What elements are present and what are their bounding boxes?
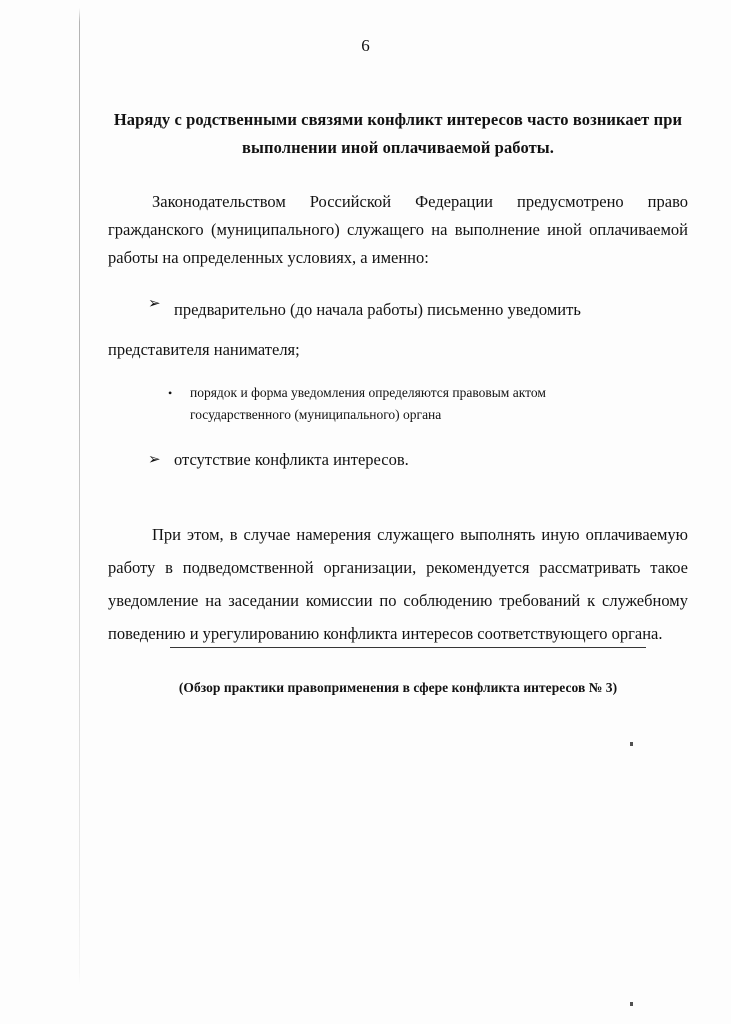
list-item-arrow-1 [108,290,688,370]
list-item-arrow-1-head: предварительно (до начала работы) письменно уведомить [174,300,581,319]
list-item-arrow-2 [108,446,688,474]
list-item-dot-1-head: порядок и форма уведомления определяются правовым актом [190,385,546,400]
list-item-arrow-1-text [108,290,688,370]
spacer [108,370,688,382]
page-number: 6 [361,36,370,55]
source-citation: (Обзор практики правоприменения в сфере конфликта интересов № 3) [178,680,618,695]
scanner-artifact-line [79,8,80,985]
section-heading-line-2: при выполнении иной оплачиваемой работы. [242,110,683,157]
arrow-bullet-icon: ➢ [148,452,161,468]
scan-speck-artifact [630,742,633,746]
spacer [108,650,688,678]
list-item-arrow-1-runover: представителя нанимателя; [108,340,300,359]
horizontal-divider [170,647,646,648]
list-item-arrow-2-text: отсутствие конфликта интересов. [174,450,409,469]
spacer [108,272,688,290]
spacer [108,426,688,446]
arrow-bullet-icon: ➢ [148,296,161,312]
page-content [108,106,688,698]
closing-paragraph: При этом, в случае намерения служащего выполнять иную оплачиваемую работу в подведомственной организации, рекомендуется рассматривать такое уведомление на заседании комиссии по соблюдению требований к служебному поведению и урегулированию конфликта интересов соответствующего органа. [108,525,688,643]
list-item-dot-1-text [108,382,688,426]
list-item-dot-1-runover: государственного (муниципального) органа [190,407,442,422]
list-item-dot-1 [108,382,688,426]
intro-paragraph: Законодательством Российской Федерации предусмотрено право гражданского (муниципального) служащего на выполнение иной оплачиваемой работы на определенных условиях, а именно: [108,192,688,267]
section-heading-line-1: Наряду с родственными связями конфликт интересов часто возникает [113,110,650,129]
section-heading [108,106,688,162]
spacer [108,474,688,518]
scan-speck-artifact [630,1002,633,1006]
dot-bullet-icon: • [168,386,173,400]
